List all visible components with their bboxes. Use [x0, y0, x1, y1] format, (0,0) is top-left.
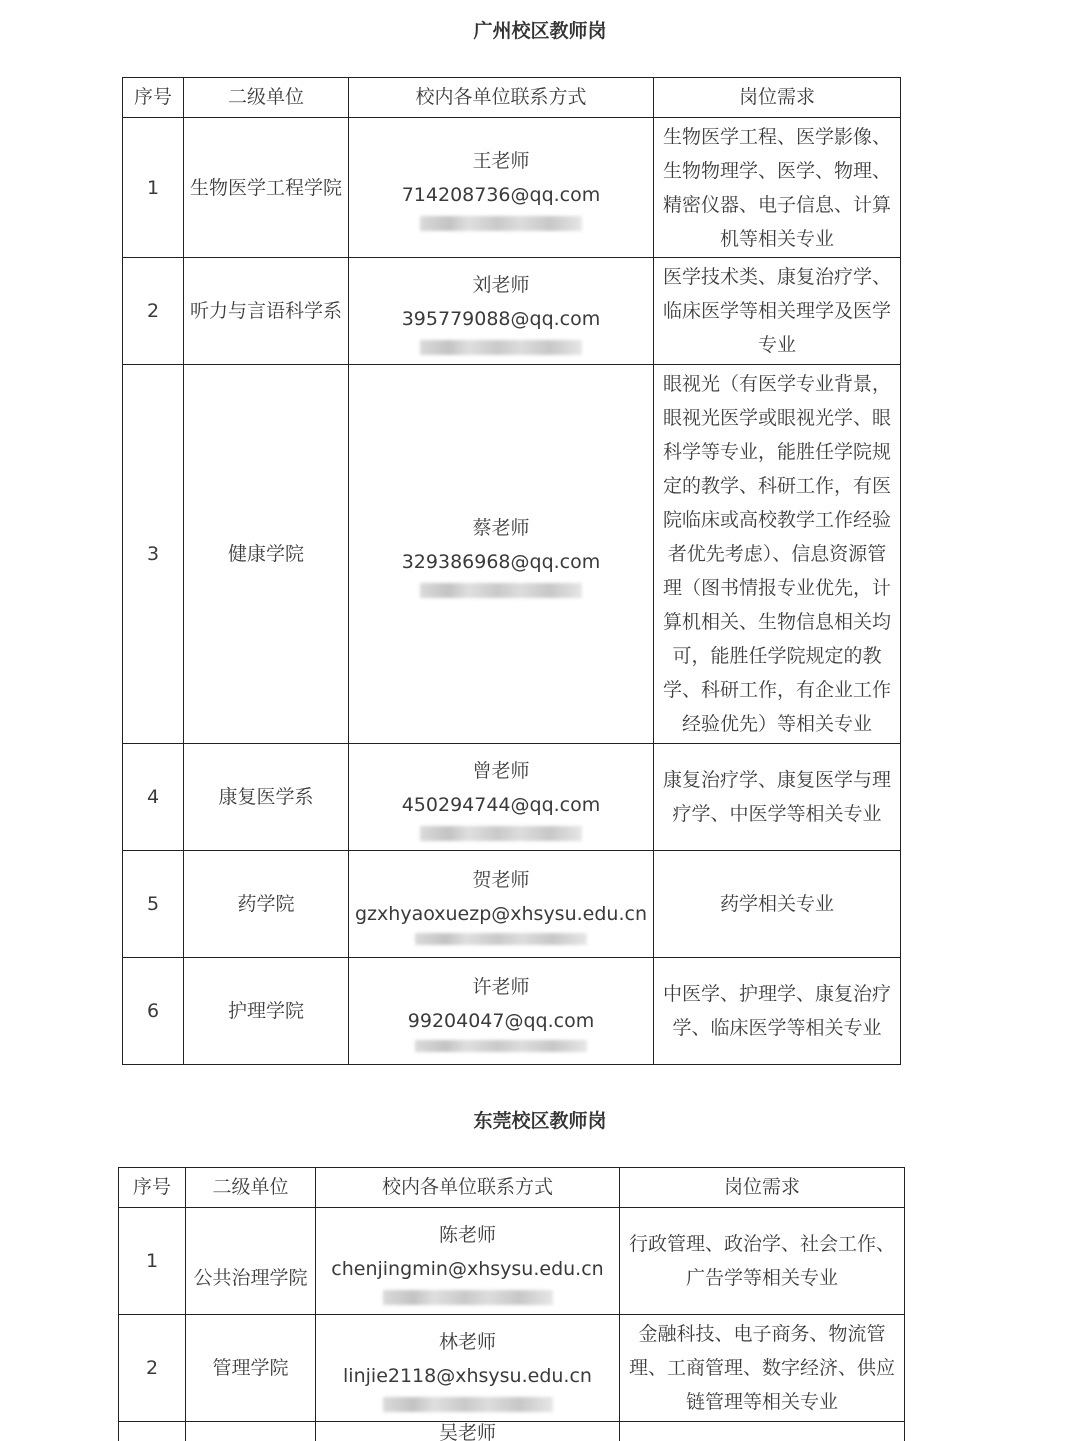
row-requirement: 医学技术类、康复治疗学、临床医学等相关理学及医学专业 — [654, 258, 901, 365]
dongguan-teacher-table — [118, 1167, 905, 1441]
contact-email[interactable]: 99204047@qq.com — [407, 1010, 595, 1032]
contact-name: 刘老师 — [472, 273, 530, 296]
contact-name: 曾老师 — [472, 759, 530, 782]
contact-email[interactable]: linjie2118@xhsysu.edu.cn — [343, 1364, 592, 1387]
row-unit: 药学院 — [184, 851, 349, 958]
header-requirement: 岗位需求 — [654, 78, 901, 118]
redacted-phone — [383, 1397, 553, 1412]
header-no: 序号 — [123, 78, 184, 118]
contact-name: 吴老师 — [438, 1422, 496, 1441]
table-row — [119, 1315, 905, 1422]
section-title-dongguan: 东莞校区教师岗 — [473, 1110, 607, 1132]
row-requirement: 生物医学工程、医学影像、生物物理学、医学、物理、精密仪器、电子信息、计算机等相关专业 — [654, 118, 901, 258]
row-no: 2 — [119, 1315, 186, 1422]
row-unit — [186, 1422, 316, 1441]
header-unit: 二级单位 — [184, 78, 349, 118]
row-requirement: 中医学、护理学、康复治疗学、临床医学等相关专业 — [654, 958, 901, 1065]
row-contact — [316, 1422, 620, 1441]
row-unit: 听力与言语科学系 — [184, 258, 349, 365]
row-no: 2 — [123, 258, 184, 365]
header-contact: 校内各单位联系方式 — [349, 78, 654, 118]
row-requirement: 康复治疗学、康复医学与理疗学、中医学等相关专业 — [654, 744, 901, 851]
contact-email[interactable]: 395779088@qq.com — [401, 307, 601, 330]
header-no: 序号 — [119, 1168, 186, 1208]
contact-name: 许老师 — [472, 976, 530, 998]
redacted-phone — [383, 1290, 553, 1305]
row-unit: 生物医学工程学院 — [184, 118, 349, 258]
table-row — [119, 1422, 905, 1441]
contact-email[interactable]: 329386968@qq.com — [401, 550, 601, 573]
row-unit: 健康学院 — [184, 365, 349, 744]
row-unit: 公共治理学院 — [186, 1208, 316, 1315]
row-no: 5 — [123, 851, 184, 958]
row-requirement: 行政管理、政治学、社会工作、广告学等相关专业 — [620, 1208, 905, 1315]
row-no: 1 — [123, 118, 184, 258]
contact-name: 蔡老师 — [472, 516, 530, 539]
header-unit: 二级单位 — [186, 1168, 316, 1208]
row-no: 3 — [123, 365, 184, 744]
row-requirement: 金融科技、电子商务、物流管理、工商管理、数字经济、供应链管理等相关专业 — [620, 1315, 905, 1422]
row-no — [119, 1422, 186, 1441]
row-no: 6 — [123, 958, 184, 1065]
contact-name: 林老师 — [438, 1330, 496, 1353]
row-unit: 护理学院 — [184, 958, 349, 1065]
contact-email[interactable]: 714208736@qq.com — [401, 184, 601, 206]
row-unit: 管理学院 — [186, 1315, 316, 1422]
row-unit: 康复医学系 — [184, 744, 349, 851]
contact-email[interactable]: 450294744@qq.com — [401, 793, 601, 816]
contact-email[interactable]: chenjingmin@xhsysu.edu.cn — [331, 1257, 604, 1280]
contact-name: 贺老师 — [472, 869, 530, 891]
header-requirement: 岗位需求 — [620, 1168, 905, 1208]
header-contact: 校内各单位联系方式 — [316, 1168, 620, 1208]
row-requirement: 眼视光（有医学专业背景，眼视光医学或眼视光学、眼科学等专业，能胜任学院规定的教学、科研工作，有医院临床或高校教学工作经验者优先考虑）、信息资源管理（图书情报专业优先，计算机相关、生物信息相关均可，能胜任学院规定的教学、科研工作，有企业工作经验优先）等相关专业 — [654, 365, 901, 744]
row-requirement: 药学相关专业 — [654, 851, 901, 958]
table-header-row — [119, 1168, 905, 1208]
table-row — [119, 1208, 905, 1315]
contact-email[interactable]: gzxhyaoxuezp@xhsysu.edu.cn — [355, 903, 647, 925]
row-requirement — [620, 1422, 905, 1441]
contact-name: 陈老师 — [438, 1223, 496, 1246]
section-title-guangzhou: 广州校区教师岗 — [473, 20, 607, 42]
contact-name: 王老师 — [472, 150, 530, 172]
row-no: 4 — [123, 744, 184, 851]
row-contact — [316, 1208, 620, 1315]
row-contact — [316, 1315, 620, 1422]
row-no: 1 — [119, 1208, 186, 1315]
